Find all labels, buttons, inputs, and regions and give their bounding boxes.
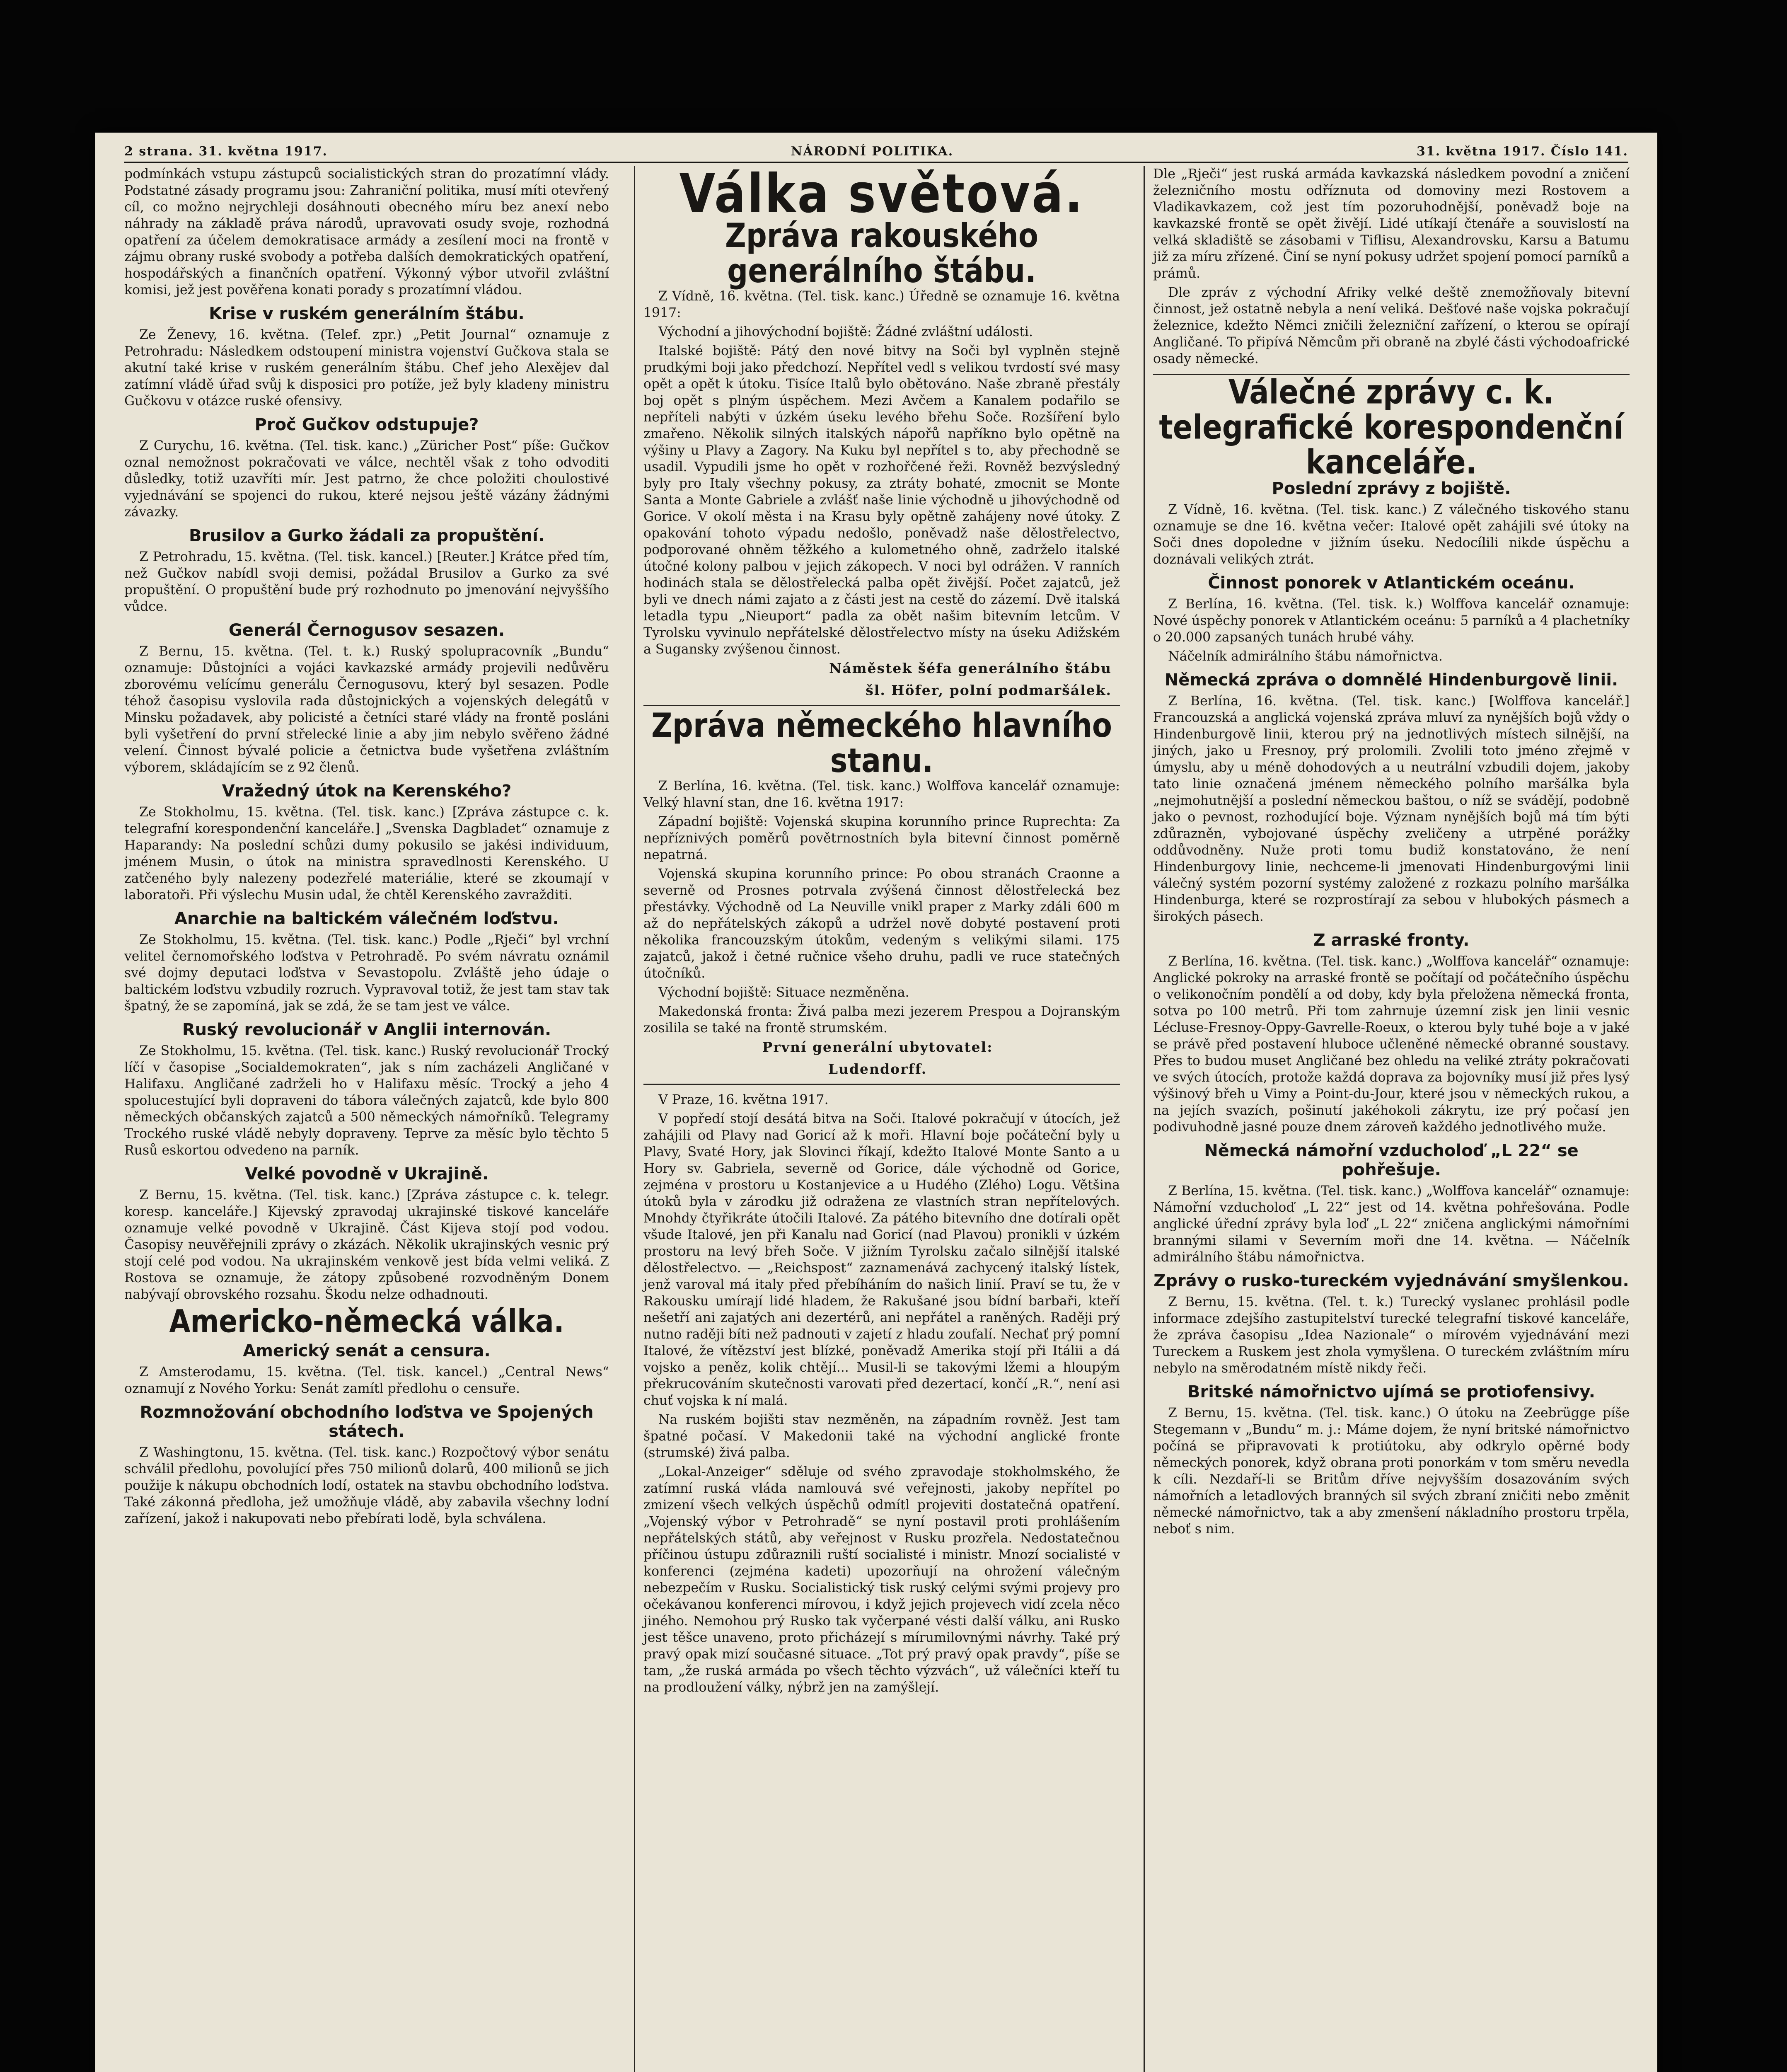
article-heading: Velké povodně v Ukrajině. xyxy=(244,1164,489,1184)
article-paragraph: Ze Ženevy, 16. května. (Telef. zpr.) „Petit Journal“ oznamuje z Petrohradu: Následkem odstoupení ministra vojenství Gučkova stala se akutní také krise v ruském generálním štábu. Chef jeho Alexějev dal zatímní vládě úřad svůj k disposici pro potíže, jež byly kladeny ministru Gučkovu v otázce ruské ofensivy. xyxy=(124,327,609,409)
article-paragraph: Z Washingtonu, 15. května. (Tel. tisk. kanc.) Rozpočtový výbor senátu schválil předlohu, povolující přes 750 milionů dolarů, 400 milionů se jich použije k nákupu obchodních lodí, ostatek na stavbu obchodního loďstva. Také zákonná předloha, jež umožňuje vládě, aby zabavila všechny lodní zařízení, jakož i nakupovati nebo přebírati lodě, byla schválena. xyxy=(124,1445,609,1527)
article-paragraph: Východní bojiště: Situace nezměněna. xyxy=(658,985,909,1000)
article-paragraph: Z Berlína, 16. května. (Tel. tisk. k.) Wolffova kancelář oznamuje: Nové úspěchy ponorek v Atlantickém oceánu: 5 parníků a 4 plachetníky o 20.000 zapsaných tunách hrubé váhy. xyxy=(1153,596,1630,645)
article-paragraph: Z Curychu, 16. května. (Tel. tisk. kanc.) „Züricher Post“ píše: Gučkov oznal nemožnost pokračovati ve válce, nechtěl však z toho odvoditi důsledky, totiž uzavříti mír. Jest patrno, že chce položiti choulostivé vyjednávání se spojenci do rukou, které nejsou ještě vázány žádnými závazky. xyxy=(124,438,609,520)
section-headline: Válečné zprávy c. k. telegrafické korespondenční kanceláře. xyxy=(1159,372,1624,482)
article-paragraph: Z Vídně, 16. května. (Tel. tisk. kanc.) Z válečného tiskového stanu oznamuje se dne 16. května večer: Italové opět zahájili své útoky na Soči dnes dopoledne v jižním úseku. Nedocílili nikde úspěchu a doznávali velikých ztrát. xyxy=(1153,502,1630,567)
newspaper-page xyxy=(95,133,1657,2072)
article-paragraph: Z Berlína, 16. května. (Tel. tisk. kanc.) Wolffova kancelář oznamuje: Velký hlavní stan, dne 16. května 1917: xyxy=(643,778,1120,810)
signature-line: Náměstek šéfa generálního štábu xyxy=(829,660,1112,676)
section-headline: Válka světová. xyxy=(679,166,1084,225)
article-paragraph: Ze Stokholmu, 15. května. (Tel. tisk. kanc.) Ruský revolucionář Trocký líčí v časopise „Socialdemokraten“, jak s ním zacházeli Angličané v Halifaxu. Angličané zadrželi ho v Halifaxu měsíc. Trocký a jeho 4 spolucestující byli dopraveni do tábora válečných zajatců, kde bylo 800 německých občanských zajatců a 500 německých námořníků. Telegramy Trockého ruské vládě nebyly dopraveny. Teprve za měsíc bylo těchto 5 Rusů eskortou odvedeno na parník. xyxy=(124,1043,609,1158)
article-paragraph: podmínkách vstupu zástupců socialistických stran do prozatímní vlády. Podstatné zásady programu jsou: Zahraniční politika, musí míti otevřený cíl, co možno nejrychleji dosáhnouti obecného míru bez anexí nebo náhrady na základě práva národů, upravovati osudy svoje, rozhodná opatření za účelem demokratisace armády a zesílení moci na frontě v zájmu obrany ruské svobody a potřeba dalších demokratických opatření, hospodářských a finančních opatření. Výkonný výbor utvořil zvláštní komisi, jež jest pověřena konati porady s prozatímní vládou. xyxy=(124,167,609,298)
article-paragraph: Italské bojiště: Pátý den nové bitvy na Soči byl vyplněn stejně prudkými boji jako předchozí. Nepřítel vedl s velikou tvrdostí své masy opět a opět k útoku. Tisíce Italů bylo obětováno. Naše zbraně přestály boj opět s plným úspěchem. Mezi Avčem a Kanalem podařilo se nepříteli nabýti v úzkém úseku levého břehu Soče. Rozšíření bylo zmařeno. Několik silných italských nápořů napříkno bylo opětně na výšiny u Plavy a Zagory. Na Kuku byl nepřítel s to, aby přechodně se usadil. Vypudili jsme ho opět v rozhořčené řeži. Rovněž bezvýsledný byly pro Italy všechny pokusy, za ztráty bohaté, zmocnit se Monte Santa a Monte Gabriele a zvlášť naše linie východně u jihovýchodně od Gorice. V okolí města i na Krasu byly opětně zahájeny nové útoky. Z opakování tohoto výpadu nedošlo, poněvadž naše dělostřelectvo, podporované ohněm těžkého a kulometného ohně, zadrželo italské útočné kolony palbou v jejich zákopech. V noci byl odrážen. V ranních hodinách stala se dělostřelecká palba opět živější. Počet zajatců, jež byli ve dnech námi zajato a z části jest na cestě do zázemí. Dvě italská letadla typu „Nieuport“ padla za obět našim bitevním letcům. V Tyrolsku vyvinulo nepřátelské dělostřelectvo místy na úseku Adižském a Sugansky zvýšenou činnost. xyxy=(643,343,1120,657)
article-paragraph: Z Berlína, 15. května. (Tel. tisk. kanc.) „Wolffova kancelář“ oznamuje: Námořní vzducholoď „L 22“ jest od 14. května pohřešována. Podle anglické úřední zprávy byla loď „L 22“ zničena anglickými námořními brannými silami v Severním moři dne 14. května. — Náčelník admirálního štábu námořnictva. xyxy=(1153,1183,1630,1265)
masthead-left: 2 strana. 31. května 1917. xyxy=(124,144,328,159)
article-heading: Brusilov a Gurko žádali za propuštění. xyxy=(189,526,545,545)
column-right xyxy=(1144,166,1630,2072)
article-paragraph: Ze Stokholmu, 15. května. (Tel. tisk. kanc.) [Zpráva zástupce c. k. telegrafní korespondenční kanceláře.] „Svenska Dagbladet“ oznamuje z Haparandy: Na poslední schůzi dumy pokusilo se jakési individuum, jménem Musin, o útok na ministra spravedlnosti Kerenského. U zatčeného byly nalezeny podezřelé materiálie, které se zkoumají v laboratoři. Při výslechu Musin udal, že chtěl Kerenského zavražditi. xyxy=(124,805,609,903)
divider xyxy=(643,1084,1120,1085)
masthead-right: 31. května 1917. Číslo 141. xyxy=(1417,144,1628,159)
article-paragraph: Z Berlína, 16. května. (Tel. tisk. kanc.) [Wolffova kancelář.] Francouzská a anglická vojenská zpráva mluví za nynějších bojů vždy o Hindenburgově linii, kterou prý na jednotlivých místech silnější, na jiných, jako u Fresnoy, prý prolomili. Zvolili toto jméno zřejmě v úmyslu, aby u méně dohodových a u neutrální vzbudili dojem, jakoby tato linie označená jménem německého polního maršálka byla „nejmohutnější a poslední německou baštou, o níž se svádějí, podobně jako o pevnost, rozhodující boje. Význam nynějších bojů má tím býti zdůrazněn, vybojované úspěchy zveličeny a utrpěné porážky oddůvodněny. Nuže proti tomu budiž konstatováno, že není Hindenburgovy linie, nechceme-li jmenovati Hindenburgovými linii válečný systém pozorní systémy založené z rozkazu polního maršálka Hindenburga, které se rozprostírají za sebou v hlubokých pásmech a širokých pásech. xyxy=(1153,693,1630,924)
article-heading: Anarchie na baltickém válečném loďstvu. xyxy=(174,909,559,928)
article-paragraph: V popředí stojí desátá bitva na Soči. Italové pokračují v útocích, jež zahájili od Plavy nad Goricí až k moři. Hlavní boje počáteční byly u Plavy, Svaté Hory, jak Slovinci říkají, kdežto Italové Monte Santo a u Hory sv. Gabriela, severně od Gorice, dále východně od Gorice, zejména v prostoru u Kostanjevice a u Hudého (Zlého) Logu. Většina útoků byla v zárodku již odražena ze vlastních stran nepřítelových. Mnohdy čtyřikráte útočili Italové. Za pátého bitevního dne dotírali opět všude Italové, jen při Kanalu nad Goricí (nad Plavou) pronikli v úzkém prostoru na levý břeh Soče. V jižním Tyrolsku začalo silnější italské dělostřelectvo. — „Reichspost“ zaznamenává zachycený italský lístek, jenž varoval má italy před přebíháním do našich linií. Praví se tu, že v Rakousku umírají lidé hladem, že Rakušané jsou bídní barbaři, kteří nešetří ani zajatých ani dezertérů, ani nepřátel a raněných. Raději prý nutno raději bíti než padnouti v zajetí z hladu zoufalí. Nechať prý pomní Italové, že vítězství jest blízké, poněvadž Amerika stojí při Itálii a dá vojsko a peněz, kolik chtějí... Musil-li se takovými lžemi a hloupým překrucováním skutečnosti varovati před dezertací, končí „R.“, není asi chuť vojska k ní malá. xyxy=(643,1111,1120,1408)
article-paragraph: Makedonská fronta: Živá palba mezi jezerem Prespou a Dojranským zosilila se také na frontě strumském. xyxy=(643,1004,1120,1036)
article-paragraph: Západní bojiště: Vojenská skupina korunního prince Ruprechta: Za nepříznivých poměrů povětrnostních byla bitevní činnost poměrně nepatrná. xyxy=(643,814,1120,862)
article-heading: Rozmnožování obchodního loďstva ve Spojených státech. xyxy=(140,1403,594,1441)
signature-name: šl. Höfer, polní podmaršálek. xyxy=(866,682,1112,698)
article-paragraph: „Lokal-Anzeiger“ sděluje od svého zpravodaje stokholmského, že zatímní ruská vláda namlouvá své veřejnosti, jakoby nepřítel po zmizení všech velkých úspěchů odmítl projeviti dostatečná opatření. „Vojenský výbor v Petrohradě“ se nyní postavil proti prohlášením nepřátelských států, aby veřejnost v Rusku prozřela. Nedostatečnou příčinou ústupu zdůraznili ruští socialisté i ministr. Mnozí socialisté v konferenci (zejména kadeti) upozorňují na ohrožení válečným nebezpečím v Rusku. Socialistický tisk ruský celými svými projevy pro očekávanou konferenci mírovou, i když jejich projevech vidí zcela něco jiného. Nemohou prý Rusko tak vyčerpané vésti další válku, ani Rusko jest těšce unaveno, proto přicházejí s mírumilovnými návrhy. Také prý pravý opak mizí současné situace. „Tot prý pravý opak pravdy“, píše se tam, „že ruská armáda po všech těchto výzvách“, už válečníci kteří tu na prodloužení války, nýbrž jen na zamýšlejí. xyxy=(643,1464,1120,1695)
article-paragraph: Z Berlína, 16. května. (Tel. tisk. kanc.) „Wolffova kancelář“ oznamuje: Anglické pokroky na arraské frontě se počítají od počátečního úspěchu o velikonočním pondělí a od doby, kdy byla přeložena německá fronta, sotva po 100 metrů. Při tom zahrnuje územní zisk jen linii vesnic Lécluse-Fresnoy-Oppy-Gavrelle-Roeux, o kterou byly tuhé boje a v jaké se právě před postavení hluboce učleněné německé obranné soustavy. Přes to budou muset Angličané bez ohledu na veliké ztráty pokračovati ve svých útocích, protože každá doprava za bojovníky musí již přes lysý výšinový břeh u Vimy a Point-du-Jour, které jsou v německých rukou, a na jejích svazích, pošinutí jakéhokoli zákrytu, ize prý počasí jen podivuhodně jasné pouze dnem zároveň každého jednotlivého muže. xyxy=(1153,954,1630,1135)
report-headline: Zpráva rakouského generálního štábu. xyxy=(725,215,1038,290)
article-paragraph: Z Bernu, 15. května. (Tel. t. k.) Ruský spolupracovník „Bundu“ oznamuje: Důstojníci a vojáci kavkazské armády projevili nedůvěru zborovému velícímu generálu Černogusovu, který byl sesazen. Podle téhož časopisu vyslovila rada důstojnických a vojenských delegátů v Minsku požadavek, aby policisté a četníci staré vlády na frontě posláni byli vyšetření do první střelecké linie a aby jim nebylo svěřeno žádné velení. Činnost bývalé policie a četnictva bude vyšetřena zvláštním výborem, skládajícím se z 92 členů. xyxy=(124,644,609,775)
article-heading: Německá zpráva o domnělé Hindenburgově linii. xyxy=(1164,670,1618,690)
article-paragraph: Na ruském bojišti stav nezměněn, na západním rovněž. Jest tam špatné počasí. V Makedonii také na východní anglické fronte (strumské) živá palba. xyxy=(643,1412,1120,1460)
signature-name: Ludendorff. xyxy=(828,1060,927,1077)
article-paragraph: Z Vídně, 16. května. (Tel. tisk. kanc.) Úředně se oznamuje 16. května 1917: xyxy=(643,288,1120,320)
section-headline: Americko-německá válka. xyxy=(169,1303,564,1340)
article-paragraph: Z Petrohradu, 15. května. (Tel. tisk. kancel.) [Reuter.] Krátce před tím, než Gučkov nabídl svoji demisi, požádal Brusilov a Gurko za své propuštění. O propuštění bude prý rozhodnuto po jmenování nejvyššího vůdce. xyxy=(124,549,609,614)
column-middle xyxy=(634,166,1120,2072)
article-heading: Zprávy o rusko-tureckém vyjednávání smyšlenkou. xyxy=(1153,1271,1629,1290)
masthead-title: NÁRODNÍ POLITIKA. xyxy=(791,144,954,159)
report-headline: Zpráva německého hlavního stanu. xyxy=(651,705,1112,780)
article-paragraph: Východní a jihovýchodní bojiště: Žádné zvláštní události. xyxy=(658,324,1033,339)
article-heading: Německá námořní vzducholoď „L 22“ se pohřešuje. xyxy=(1204,1141,1579,1179)
article-heading: Generál Černogusov sesazen. xyxy=(228,621,505,640)
masthead xyxy=(124,141,1628,163)
article-paragraph: Z Bernu, 15. května. (Tel. tisk. kanc.) [Zpráva zástupce c. k. telegr. koresp. kanceláře.] Kijevský zpravodaj ukrajinské tiskové kanceláře oznamuje velké povodně v Ukrajině. Část Kijeva stojí pod vodou. Časopisy neuvěřejnili zprávy o zkázách. Několik ukrajinských vesnic prý stojí celé pod vodou. Na ukrajinském venkově jest bída velmi veliká. Z Rostova se oznamuje, že zátopy způsobené rozvodněným Donem nabývají obrovského rozsahu. Škodu nelze odhadnouti. xyxy=(124,1188,609,1302)
article-heading: Činnost ponorek v Atlantickém oceánu. xyxy=(1208,573,1575,593)
article-paragraph: Náčelník admirálního štábu námořnictva. xyxy=(1168,649,1443,664)
article-heading: Americký senát a censura. xyxy=(243,1341,491,1361)
article-paragraph: Vojenská skupina korunního prince: Po obou stranách Craonne a severně od Prosnes potrvala zvýšená činnost dělostřelecká bez přestávky. Východně od La Neuville vnikl praper z Marky zdáli 600 m až do nepřátelských zákopů a udržel nově dobyté postavení proti několika francouzským útokům, vedeným s velikými silami. 175 zajatců, jakož i četné ručnice všeho druhu, padli ve ruce statečných útočníků. xyxy=(643,866,1120,981)
column-left xyxy=(124,166,609,2072)
article-heading: Poslední zprávy z bojiště. xyxy=(1272,479,1511,498)
dateline: V Praze, 16. května 1917. xyxy=(658,1092,829,1107)
article-paragraph: Dle zpráv z východní Afriky velké deště znemožňovaly bitevní činnost, jež ostatně nebyla a není veliká. Dešťové naše vojska pokračují železnice, kdežto Němci zničili železniční zařízení, o kterou se opírají Angličané. To připívá Němcům při obraně na zbylé části východoafrické osady německé. xyxy=(1153,285,1630,366)
article-heading: Krise v ruském generálním štábu. xyxy=(209,304,525,323)
article-heading: Z arraské fronty. xyxy=(1313,930,1470,950)
article-paragraph: Z Amsterodamu, 15. května. (Tel. tisk. kancel.) „Central News“ oznamují z Nového Yorku: Senát zamítl předlohu o censuře. xyxy=(124,1365,609,1397)
article-heading: Ruský revolucionář v Anglii internován. xyxy=(182,1020,551,1039)
article-paragraph: Dle „Rječi“ jest ruská armáda kavkazská následkem povodní a zničení železničního mostu odříznuta od domoviny mezi Rostovem a Vladikavkazem, což jest tím pozoruhodnější, poněvadž boje na kavkazské frontě se opět živějí. Lidé utíkají čtenáře a souvislostí na velká skladiště se zásobami v Tiflisu, Alexandrovsku, Karsu a Batumu již za míru zřízené. Činí se nyní pokusy udržet spojení pomocí parníků a prámů. xyxy=(1153,167,1630,281)
signature-line: První generální ubytovatel: xyxy=(762,1038,993,1055)
article-heading: Britské námořnictvo ujímá se protiofensivy. xyxy=(1187,1382,1595,1402)
article-paragraph: Z Bernu, 15. května. (Tel. t. k.) Turecký vyslanec prohlásil podle informace zdejšího zastupitelství turecké telegrafní tiskové kanceláře, že zpráva časopisu „Idea Nazionale“ o mírovém vyjednávání mezi Tureckem a Ruskem jest zhola vymyšlena. O tureckém zvláštním míru nebylo na směrodatném místě nikdy řeči. xyxy=(1153,1294,1630,1376)
article-paragraph: Z Bernu, 15. května. (Tel. tisk. kanc.) O útoku na Zeebrügge píše Stegemann v „Bundu“ m. j.: Máme dojem, že nyní britské námořnictvo počíná se připravovati k protiútoku, aby odkrylo opěrné body německých ponorek, když obrana proti ponorkám v tom směru nevedla k cíli. Nezdaří-li se Britům dříve nejvyšším dosazováním svých námořních a letadlových branných sil svých zbraní zničiti nebo změnit německé námořnictvo, tak a aby zmenšení nákladního prostoru trpěla, neboť s nim. xyxy=(1153,1405,1630,1537)
article-paragraph: Ze Stokholmu, 15. května. (Tel. tisk. kanc.) Podle „Rječi“ byl vrchní velitel černomořského loďstva v Petrohradě. Po svém návratu oznámil své dojmy deputaci loďstva v Sevastopolu. Zvláště jeho údaje o baltickém loďstvu vzbudily rozruch. Vypravoval totiž, že jest tam stav tak špatný, že se zapomíná, jak se zdá, že se tam jest ve válce. xyxy=(124,932,609,1014)
article-heading: Proč Gučkov odstupuje? xyxy=(254,415,479,434)
article-heading: Vražedný útok na Kerenského? xyxy=(222,782,512,801)
